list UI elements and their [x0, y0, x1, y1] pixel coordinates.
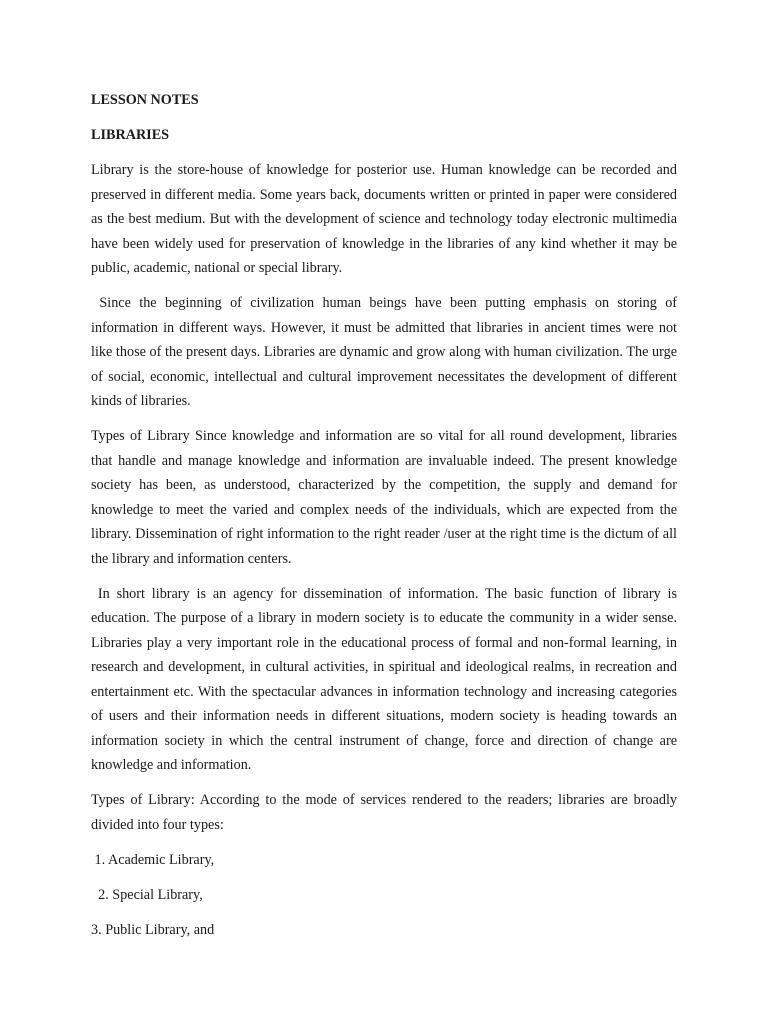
- paragraph-dissemination: In short library is an agency for dissemination of information. The basic function of library is education. The purpose of a library in modern society is to educate the community in a wider sense. Libraries play a very important role in the educational process of formal and non-formal learning, in research and development, in cultural activities, in spiritual and ideological realms, in recreation and entertainment etc. With the spectacular advances in information technology and increasing categories of users and their information needs in different situations, modern society is heading towards an information society in which the central instrument of change, force and direction of change are knowledge and information.: [91, 585, 681, 773]
- paragraph-types-intro: Types of Library Since knowledge and information are so vital for all round development, libraries that handle and manage knowledge and information are invaluable indeed. The present knowledge society has been, as understood, characterized by the competition, the supply and demand for knowledge to meet the varied and complex needs of the individuals, which are expected from the library. Dissemination of right information to the right reader /user at the right time is the dictum of all the library and information centers.: [91, 428, 681, 567]
- list-item-academic-library: 1. Academic Library,: [91, 851, 215, 868]
- paragraph-types-list-intro: Types of Library: According to the mode of services rendered to the readers; libraries are broadly divided into four types:: [91, 792, 681, 833]
- list-item-public-library: 3. Public Library, and: [91, 921, 215, 938]
- document-subtitle: LIBRARIES: [91, 127, 170, 143]
- list-item-special-library: 2. Special Library,: [91, 886, 203, 903]
- document-page: [91, 88, 681, 953]
- document-title: LESSON NOTES: [91, 92, 199, 108]
- paragraph-civilization: Since the beginning of civilization human beings have been putting emphasis on storing of information in different ways. However, it must be admitted that libraries in ancient times were not like those of the present days. Libraries are dynamic and grow along with human civilization. The urge of social, economic, intellectual and cultural improvement necessitates the development of different kinds of libraries.: [91, 295, 681, 409]
- paragraph-library-definition: Library is the store-house of knowledge for posterior use. Human knowledge can be recorded and preserved in different media. Some years back, documents written or printed in paper were considered as the best medium. But with the development of science and technology today electronic multimedia have been widely used for preservation of knowledge in the libraries of any kind whether it may be public, academic, national or special library.: [91, 162, 681, 276]
